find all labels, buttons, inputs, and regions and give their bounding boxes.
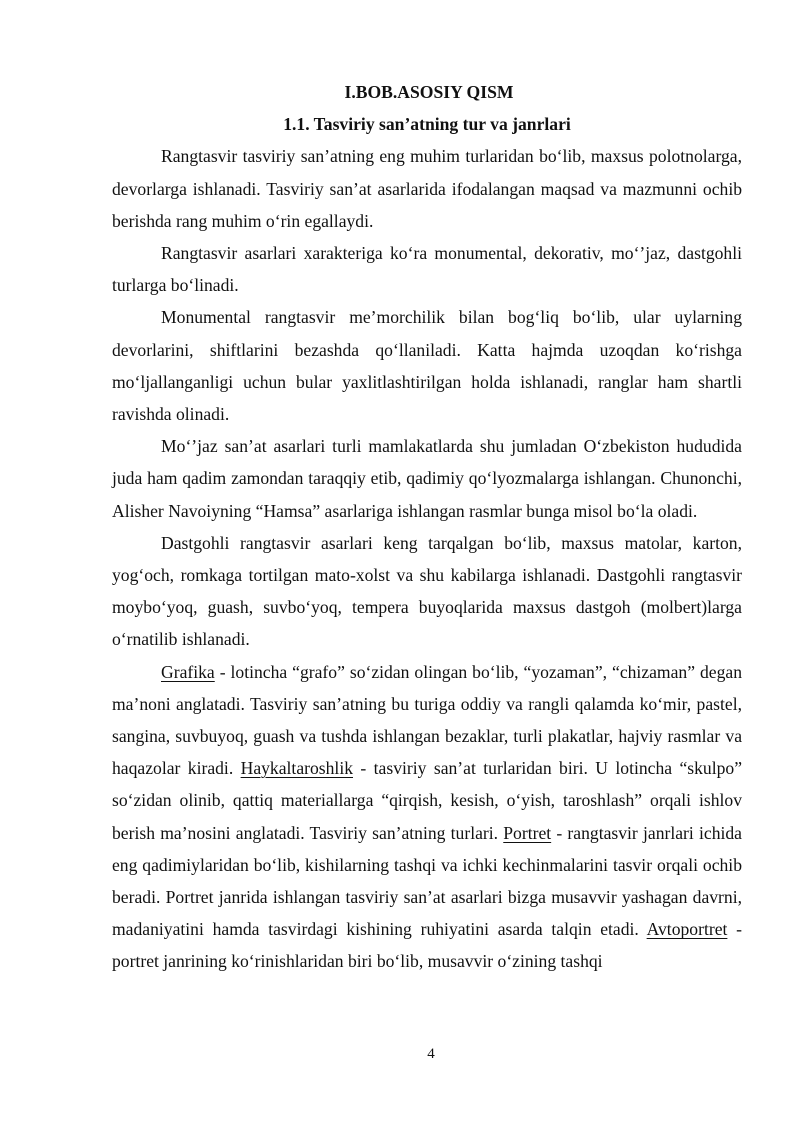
paragraph-dastgohli: Dastgohli rangtasvir asarlari keng tarqalgan bo‘lib, maxsus matolar, karton, yog‘och, romkaga tortilgan mato-xolst va shu kabilarga ishlanadi. Dastgohli rangtasvir moybo‘yoq, guash, suvbo‘yoq, tempera buyoqlarida maxsus dastgoh (molbert)larga o‘rnatilib ishlanadi. bbox=[112, 532, 742, 650]
term-avtoportret: Avtoportret bbox=[646, 919, 728, 940]
paragraph-grafika bbox=[112, 656, 742, 978]
paragraph-monumental: Monumental rangtasvir me’morchilik bilan bog‘liq bo‘lib, ular uylarning devorlarini, shiftlarini bezashda qo‘llaniladi. Katta hajmda uzoqdan ko‘rishga mo‘ljallanganligi uchun bular yaxlitlashtirilgan holda ishlanadi, ranglar ham shartli ravishda olinadi. bbox=[112, 307, 742, 425]
paragraph-rangtasvir: Rangtasvir tasviriy san’atning eng muhim turlaridan bo‘lib, maxsus polotnolarga, devorlarga ishlanadi. Tasviriy san’at asarlarida ifodalangan maqsad va mazmunni ochib berishda rang muhim o‘rin egallaydi. bbox=[112, 146, 742, 231]
paragraph-mojaz: Mo‘’jaz san’at asarlari turli mamlakatlarda shu jumladan O‘zbekiston hududida juda ham qadim zamondan taraqqiy etib, qadimiy qo‘lyozmalarga ishlangan. Chunonchi, Alisher Navoiyning “Hamsa” asarlariga ishlangan rasmlar bunga misol bo‘la oladi. bbox=[112, 436, 742, 521]
paragraph-rangtasvir-types: Rangtasvir asarlari xarakteriga ko‘ra monumental, dekorativ, mo‘’jaz, dastgohli turlarga bo‘linadi. bbox=[112, 243, 742, 296]
term-portret: Portret bbox=[503, 822, 552, 843]
haykaltaroshlik-text: - tasviriy san’at turlaridan biri. U lotincha “skulpo” so‘zidan olinib, qattiq materiallarga “qirqish, kesish, o‘yish, taroshlash” orqali ishlov berish ma’nosini anglatadi. Tasviriy san’atning turlari. bbox=[112, 758, 743, 843]
term-haykaltaroshlik: Haykaltaroshlik bbox=[240, 758, 353, 779]
chapter-title: I.BOB.ASOSIY QISM bbox=[344, 82, 514, 102]
section-title: 1.1. Tasviriy san’atning tur va janrlari bbox=[283, 114, 571, 135]
portret-text: - rangtasvir janrlari ichida eng qadimiylaridan bo‘lib, kishilarning tashqi va ichki kechinmalarini tasvir orqali ochib beradi. Portret janrida ishlangan tasviriy san’at asarlari bizga musavvir yashagan davrni, madaniyatini hamda tasvirdagi kishining ruhiyatini asarda talqin etadi. bbox=[112, 822, 742, 940]
page-body bbox=[112, 76, 742, 978]
page-number: 4 bbox=[427, 1046, 435, 1062]
term-grafika: Grafika bbox=[161, 661, 215, 682]
grafika-text: - lotincha “grafo” so‘zidan olingan bo‘lib, “yozaman”, “chizaman” degan ma’noni anglatadi. Tasviriy san’atning bu turiga oddiy va rangli qalamda ko‘mir, pastel, sangina, suvbuyoq, guash va tushda ishlangan bezaklar, turli plakatlar, hajviy rasmlar va haqazolar kiradi. bbox=[112, 661, 742, 779]
avtoportret-text: - portret janrining ko‘rinishlaridan biri bo‘lib, musavvir o‘zining tashqi bbox=[112, 919, 742, 972]
